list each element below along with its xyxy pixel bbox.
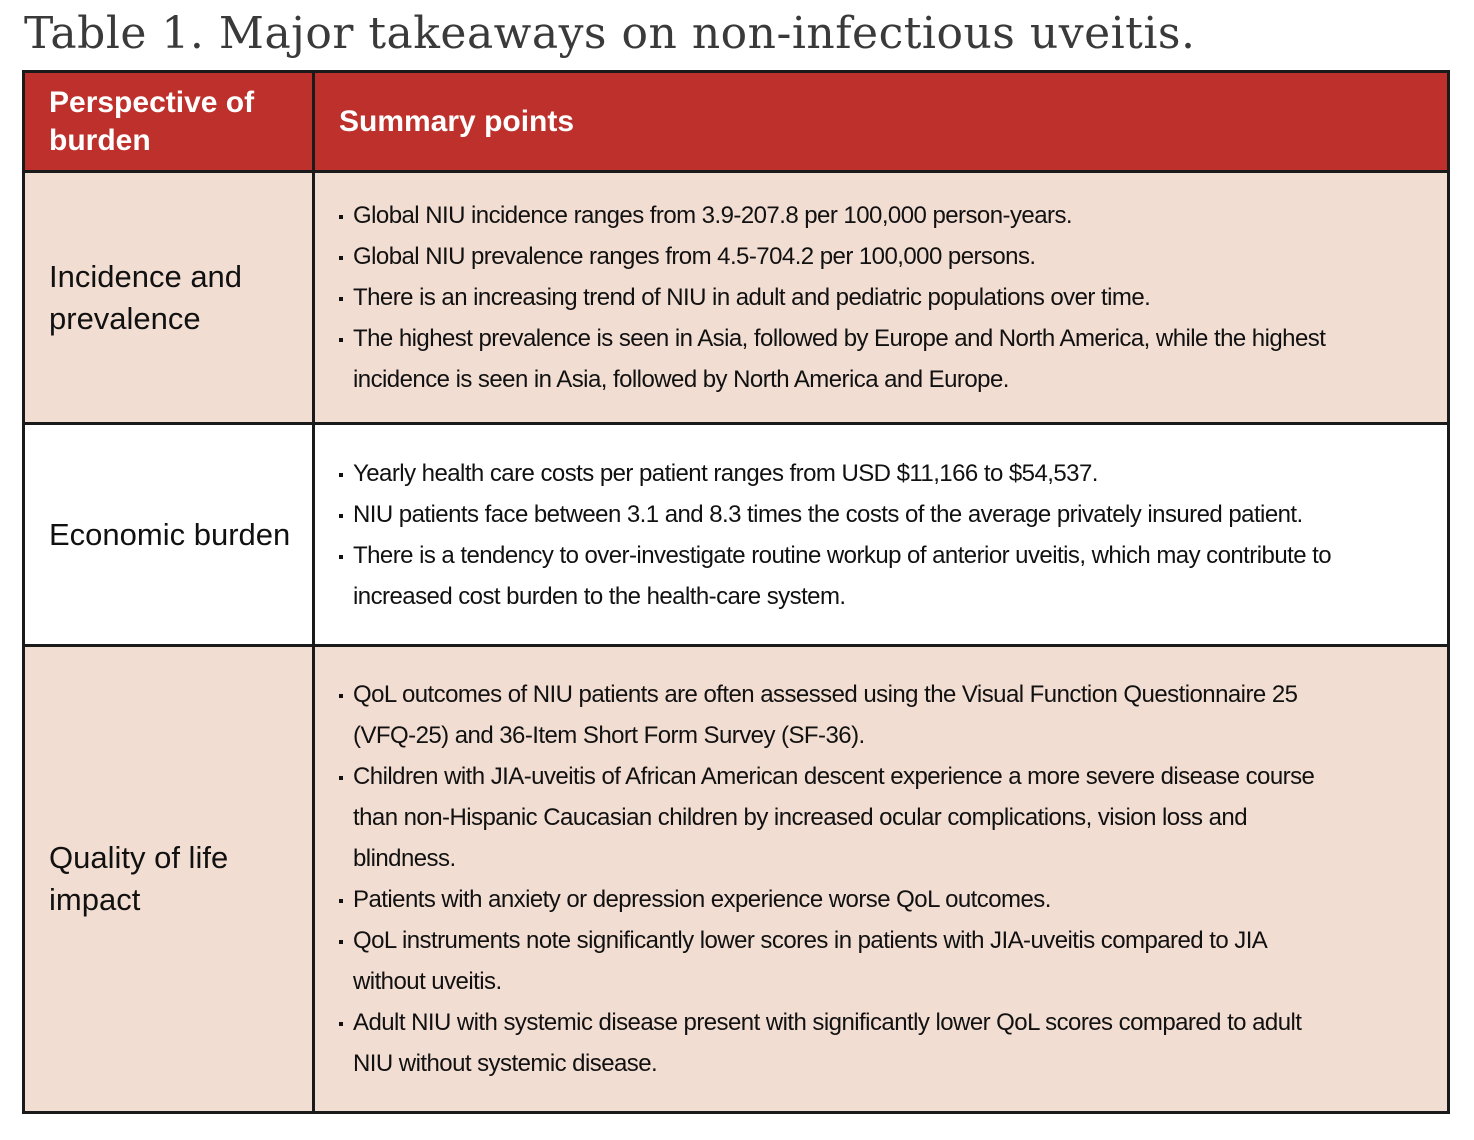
category-cell bbox=[25, 173, 315, 422]
point-line: There is a tendency to over-investigate routine workup of anterior uveitis, which may contribute to bbox=[353, 541, 1332, 569]
point-line: blindness. bbox=[353, 845, 456, 872]
table-row-incidence-prevalence bbox=[25, 170, 1447, 422]
header-col1-line: burden bbox=[49, 123, 151, 157]
point-line: QoL outcomes of NIU patients are often assessed using the Visual Function Questionnaire 25 bbox=[353, 681, 1298, 708]
category-cell bbox=[25, 647, 315, 1111]
point-line: QoL instruments note significantly lower scores in patients with JIA-uveitis compared to JIA bbox=[353, 927, 1268, 954]
header-perspective-of-burden bbox=[25, 73, 315, 170]
table-header-row bbox=[25, 73, 1447, 170]
summary-point bbox=[339, 674, 1437, 756]
category-cell bbox=[25, 425, 315, 644]
category-label: Incidence and bbox=[49, 258, 243, 294]
point-line: without uveitis. bbox=[353, 968, 502, 995]
summary-points-list bbox=[339, 453, 1437, 617]
summary-point: There is an increasing trend of NIU in adult and pediatric populations over time. bbox=[339, 277, 1437, 318]
point-line: increased cost burden to the health-care system. bbox=[353, 582, 846, 610]
summary-point: Patients with anxiety or depression experience worse QoL outcomes. bbox=[339, 879, 1437, 920]
category-label: Quality of life bbox=[49, 840, 229, 875]
header-col2-label: Summary points bbox=[339, 104, 575, 138]
point-line: The highest prevalence is seen in Asia, followed by Europe and North America, while the highest bbox=[353, 325, 1326, 352]
point-line: than non-Hispanic Caucasian children by increased ocular complications, vision loss and bbox=[353, 804, 1247, 831]
category-label: Economic burden bbox=[49, 516, 291, 552]
summary-cell bbox=[315, 173, 1447, 422]
summary-cell bbox=[315, 647, 1447, 1111]
summary-points-list bbox=[339, 674, 1437, 1084]
summary-cell bbox=[315, 425, 1447, 644]
takeaways-table bbox=[22, 70, 1450, 1114]
header-summary-points bbox=[315, 73, 1447, 170]
summary-point: NIU patients face between 3.1 and 8.3 times the costs of the average privately insured patient. bbox=[339, 494, 1437, 535]
table-title: Table 1. Major takeaways on non-infectious uveitis. bbox=[24, 8, 1196, 59]
table-row-quality-of-life bbox=[25, 644, 1447, 1111]
summary-point bbox=[339, 535, 1437, 617]
category-label: impact bbox=[49, 882, 141, 917]
header-col1-line: Perspective of bbox=[49, 85, 255, 119]
point-line: Children with JIA-uveitis of African American descent experience a more severe disease course bbox=[353, 763, 1315, 790]
table-row-economic-burden bbox=[25, 422, 1447, 644]
summary-point bbox=[339, 920, 1437, 1002]
summary-point: Yearly health care costs per patient ranges from USD $11,166 to $54,537. bbox=[339, 453, 1437, 494]
point-line: NIU without systemic disease. bbox=[353, 1050, 658, 1077]
summary-point: Global NIU prevalence ranges from 4.5-704.2 per 100,000 persons. bbox=[339, 236, 1437, 277]
summary-points-list bbox=[339, 195, 1437, 400]
category-label: prevalence bbox=[49, 300, 201, 336]
summary-point bbox=[339, 756, 1437, 879]
summary-point bbox=[339, 1002, 1437, 1084]
point-line: incidence is seen in Asia, followed by North America and Europe. bbox=[353, 366, 1009, 393]
summary-point bbox=[339, 318, 1437, 400]
summary-point: Global NIU incidence ranges from 3.9-207.8 per 100,000 person-years. bbox=[339, 195, 1437, 236]
point-line: Adult NIU with systemic disease present with significantly lower QoL scores compared to adult bbox=[353, 1009, 1302, 1036]
point-line: (VFQ-25) and 36-Item Short Form Survey (SF-36). bbox=[353, 722, 865, 749]
